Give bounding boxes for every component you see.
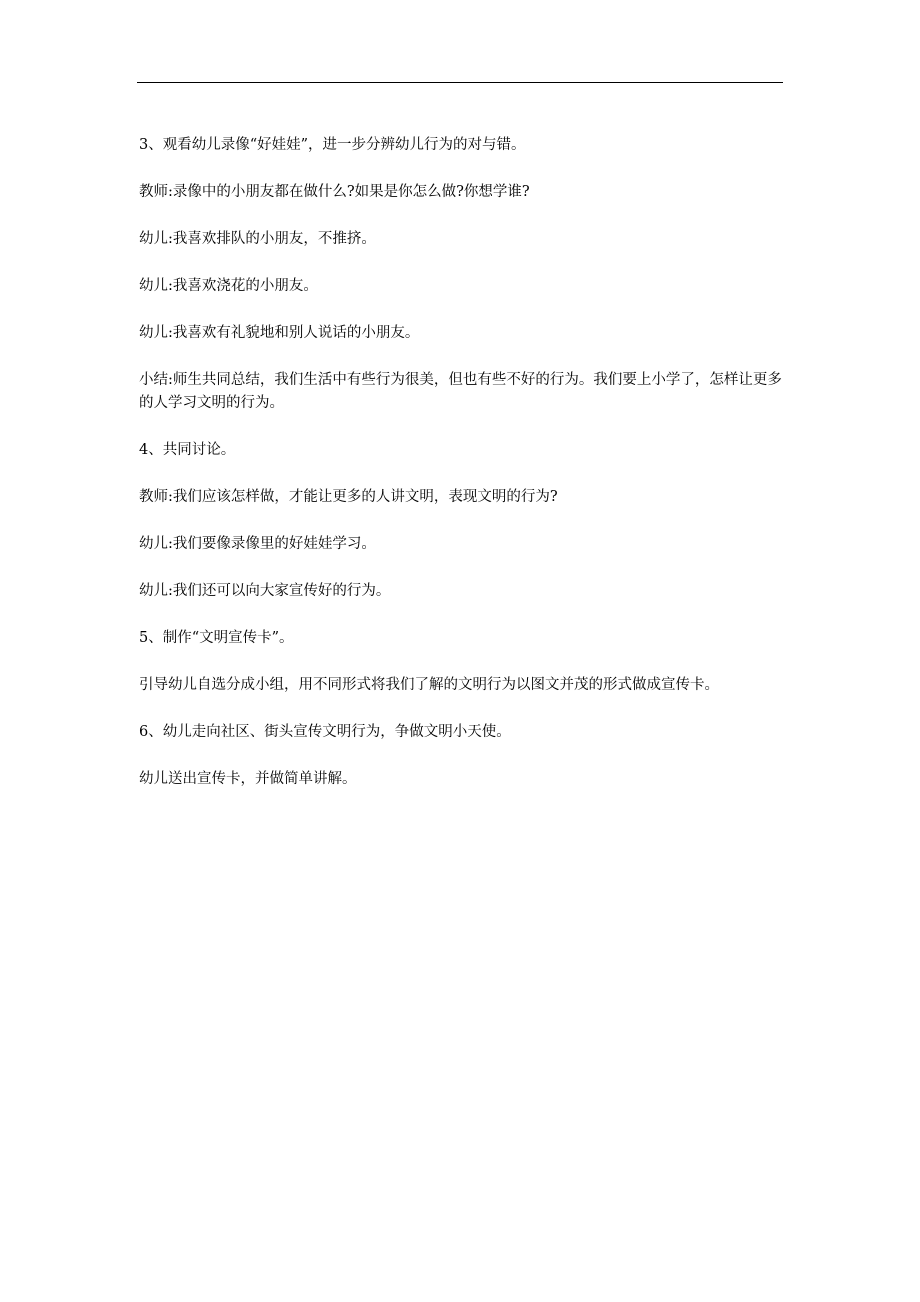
paragraph-step-6: 6、幼儿走向社区、街头宣传文明行为，争做文明小天使。 — [139, 724, 511, 740]
header-rule — [137, 82, 783, 83]
paragraph-summary: 小结:师生共同总结，我们生活中有些行为很美，但也有些不好的行为。我们要上小学了，怎样让更多的人学习文明的行为。 — [139, 372, 782, 411]
paragraph-child-answer-5: 幼儿:我们还可以向大家宣传好的行为。 — [139, 583, 391, 599]
paragraph-teacher-question-1: 教师:录像中的小朋友都在做什么?如果是你怎么做?你想学谁? — [139, 184, 530, 200]
paragraph-guidance: 引导幼儿自选分成小组，用不同形式将我们了解的文明行为以图文并茂的形式做成宣传卡。 — [139, 677, 719, 693]
paragraph-step-3: 3、观看幼儿录像“好娃娃”，进一步分辨幼儿行为的对与错。 — [139, 137, 526, 153]
paragraph-child-answer-4: 幼儿:我们要像录像里的好娃娃学习。 — [139, 536, 376, 552]
paragraph-step-4: 4、共同讨论。 — [139, 442, 236, 458]
document-body — [139, 134, 789, 815]
paragraph-child-answer-1: 幼儿:我喜欢排队的小朋友，不推挤。 — [139, 231, 376, 247]
paragraph-closing: 幼儿送出宣传卡，并做简单讲解。 — [139, 771, 357, 787]
paragraph-child-answer-3: 幼儿:我喜欢有礼貌地和别人说话的小朋友。 — [139, 325, 420, 341]
paragraph-step-5: 5、制作“文明宣传卡”。 — [139, 630, 294, 646]
paragraph-child-answer-2: 幼儿:我喜欢浇花的小朋友。 — [139, 278, 318, 294]
paragraph-teacher-question-2: 教师:我们应该怎样做，才能让更多的人讲文明，表现文明的行为? — [139, 489, 558, 505]
